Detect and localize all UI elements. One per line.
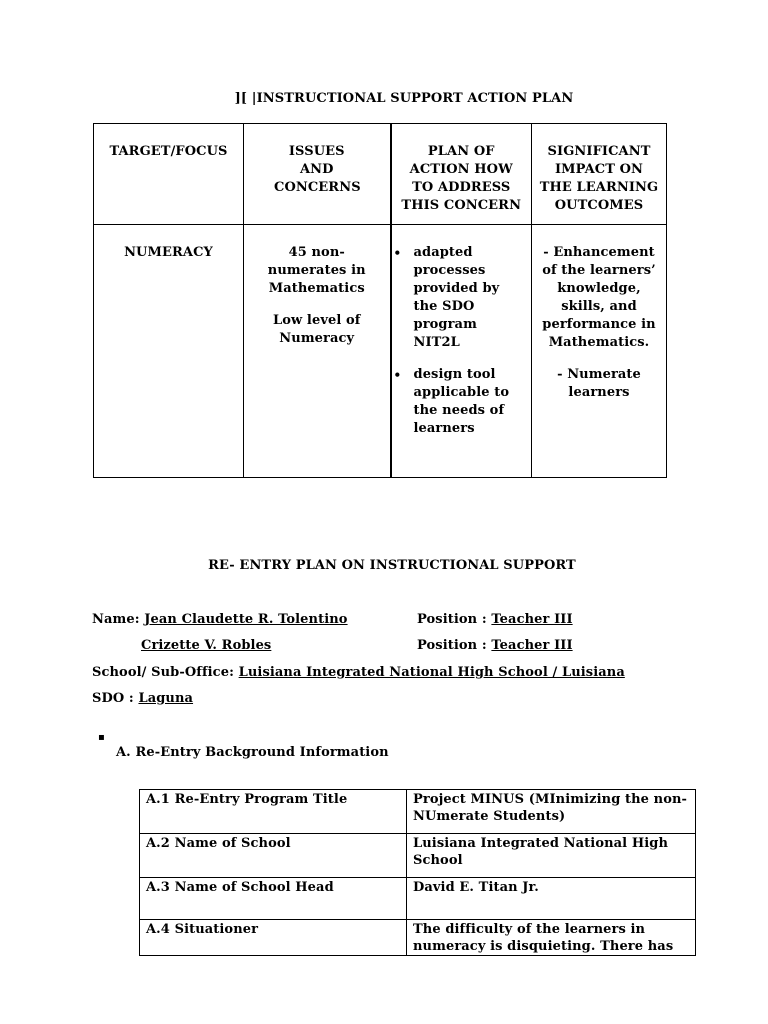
reentry-plan-title: RE- ENTRY PLAN ON INSTRUCTIONAL SUPPORT — [208, 558, 576, 573]
name-label: Name: — [92, 612, 140, 627]
impact-item: - Numerate learners — [557, 367, 641, 400]
name-line-1 — [92, 612, 348, 627]
position-line-1 — [417, 612, 573, 627]
info-value: David E. Titan Jr. — [407, 878, 696, 920]
cell-actions — [391, 225, 532, 478]
sdo-value: Laguna — [138, 691, 194, 706]
table-row — [140, 834, 696, 878]
school-label: School/ Sub-Office: — [92, 665, 234, 680]
cell-target: NUMERACY — [94, 225, 244, 478]
action-plan-header-row — [94, 124, 667, 225]
position-value-1: Teacher III — [491, 612, 573, 627]
school-line — [92, 665, 625, 680]
header-issues-concerns: ISSUES AND CONCERNS — [244, 124, 391, 225]
bullet-icon: • — [393, 246, 402, 260]
school-value: Luisiana Integrated National High School / Luisiana — [238, 665, 625, 680]
header-target-focus: TARGET/FOCUS — [94, 124, 244, 225]
issue-item: 45 non-numerates in Mathematics — [267, 245, 366, 296]
position-label: Position : — [417, 638, 487, 653]
info-value: Project MINUS (MInimizing the non-NUmerate Students) — [407, 790, 696, 834]
info-value: The difficulty of the learners in numeracy is disquieting. There has — [407, 920, 696, 956]
action-plan-row — [94, 225, 667, 478]
info-key: A.4 Situationer — [140, 920, 407, 956]
action-plan-table — [93, 123, 667, 478]
info-key: A.1 Re-Entry Program Title — [140, 790, 407, 834]
action-text: design tool applicable to the needs of learners — [413, 367, 510, 436]
bullet-icon: • — [393, 368, 402, 382]
action-item — [392, 366, 528, 438]
info-key: A.2 Name of School — [140, 834, 407, 878]
header-significant-impact: SIGNIFICANT IMPACT ON THE LEARNING OUTCOMES — [532, 124, 667, 225]
action-item — [392, 244, 528, 352]
position-label: Position : — [417, 612, 487, 627]
action-text: adapted processes provided by the SDO program NIT2L — [413, 245, 500, 350]
cell-impacts — [532, 225, 667, 478]
sdo-label: SDO : — [92, 691, 134, 706]
small-square-icon: ▪ — [98, 732, 105, 743]
name-value-1: Jean Claudette R. Tolentino — [144, 612, 348, 627]
header-plan-of-action: PLAN OF ACTION HOW TO ADDRESS THIS CONCERN — [391, 124, 532, 225]
position-value-2: Teacher III — [491, 638, 573, 653]
name-line-2 — [141, 638, 271, 653]
sdo-line — [92, 691, 193, 706]
table-row — [140, 878, 696, 920]
action-list — [392, 244, 528, 438]
action-plan-title: ][ |INSTRUCTIONAL SUPPORT ACTION PLAN — [234, 91, 574, 106]
cell-issues — [244, 225, 391, 478]
name-value-2: Crizette V. Robles — [141, 638, 272, 653]
impact-item: - Enhancement of the learners’ knowledge, skills, and performance in Mathematics. — [542, 245, 656, 350]
info-value: Luisiana Integrated National High School — [407, 834, 696, 878]
section-a-heading: A. Re-Entry Background Information — [116, 745, 389, 760]
table-row — [140, 920, 696, 956]
table-row — [140, 790, 696, 834]
info-key: A.3 Name of School Head — [140, 878, 407, 920]
background-info-table — [139, 789, 696, 956]
issue-item: Low level of Numeracy — [273, 313, 361, 346]
position-line-2 — [417, 638, 573, 653]
